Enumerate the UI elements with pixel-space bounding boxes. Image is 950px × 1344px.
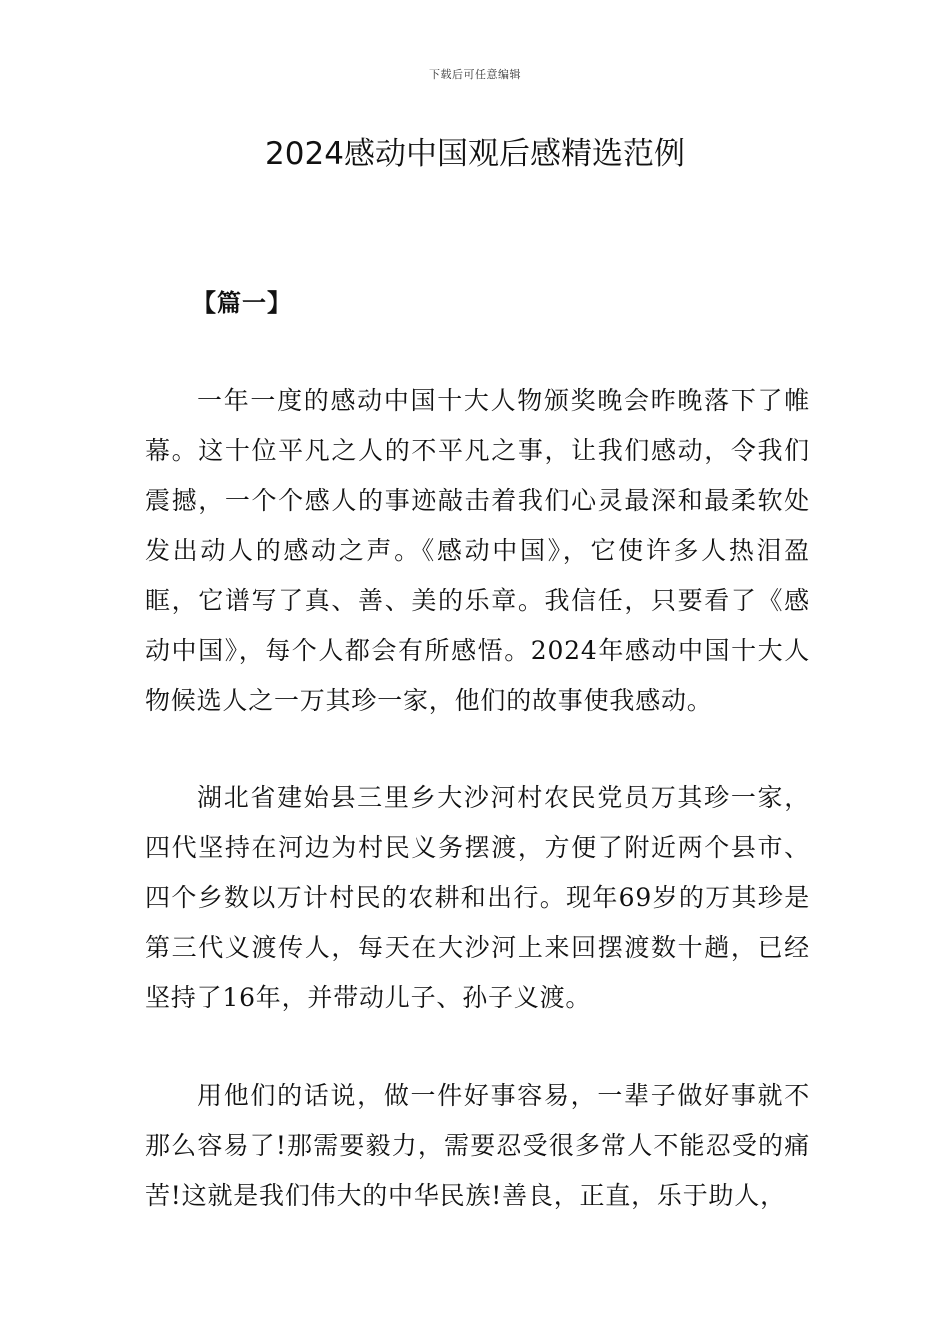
- section-label: 【篇一】: [192, 289, 292, 317]
- body-paragraph-1: 一年一度的感动中国十大人物颁奖晚会昨晚落下了帷幕。这十位平凡之人的不平凡之事，让我们感动，令我们震撼，一个个感人的事迹敲击着我们心灵最深和最柔软处发出动人的感动之声。《感动中国》，它使许多人热泪盈眶，它谱写了真、善、美的乐章。我信任，只要看了《感动中国》，每个人都会有所感悟。2024年感动中国十大人物候选人之一万其珍一家，他们的故事使我感动。: [145, 386, 810, 715]
- header-note: 下载后可任意编辑: [429, 68, 521, 81]
- body-paragraph-2: 湖北省建始县三里乡大沙河村农民党员万其珍一家，四代坚持在河边为村民义务摆渡，方便了附近两个县市、四个乡数以万计村民的农耕和出行。现年69岁的万其珍是第三代义渡传人，每天在大沙河上来回摆渡数十趟，已经坚持了16年，并带动儿子、孙子义渡。: [145, 783, 810, 1012]
- document-title: 2024感动中国观后感精选范例: [265, 136, 685, 172]
- body-paragraph-3: 用他们的话说，做一件好事容易，一辈子做好事就不那么容易了!那需要毅力，需要忍受很多常人不能忍受的痛苦!这就是我们伟大的中华民族!善良，正直，乐于助人，: [145, 1081, 810, 1210]
